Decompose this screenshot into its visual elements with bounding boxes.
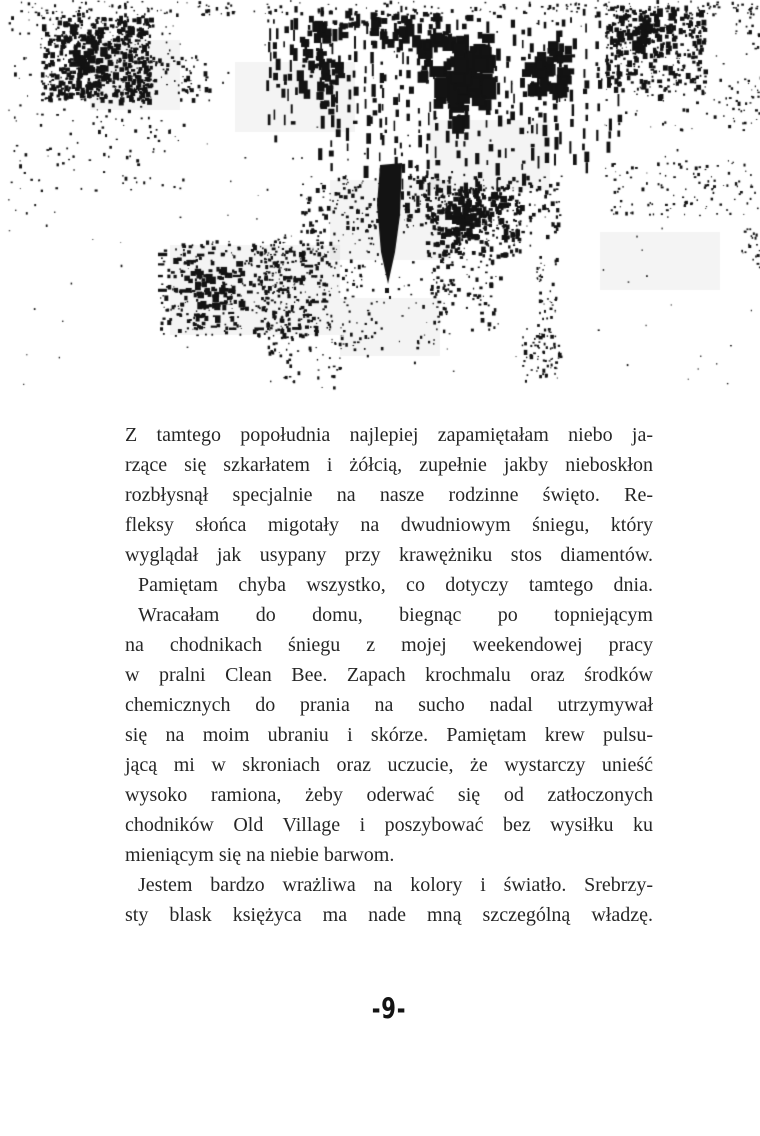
- text-line: Pamiętam chyba wszystko, co dotyczy tamtego dnia.: [138, 574, 653, 596]
- text-line: jącą mi w skroniach oraz uczucie, że wystarczy unieść: [125, 754, 653, 776]
- text-line: rzące się szkarłatem i żółcią, zupełnie jakby nieboskłon: [125, 454, 653, 476]
- text-line: chodników Old Village i poszybować bez wysiłku ku: [125, 814, 653, 836]
- text-line: chemicznych do prania na sucho nadal utrzymywał: [125, 694, 653, 716]
- text-line: w pralni Clean Bee. Zapach krochmalu oraz środków: [125, 664, 653, 686]
- text-line: rozbłysnął specjalnie na nasze rodzinne święto. Re-: [125, 484, 653, 506]
- text-line: sty blask księżyca ma nade mną szczególną władzę.: [125, 904, 653, 926]
- text-line: fleksy słońca migotały na dwudniowym śniegu, który: [125, 514, 653, 536]
- paragraph: [125, 600, 653, 870]
- page-text-block: [125, 420, 653, 930]
- text-line: wyglądał jak usypany przy krawężniku stos diamentów.: [125, 544, 653, 566]
- text-line: Wracałam do domu, biegnąc po topniejącym: [138, 604, 653, 626]
- text-line: na chodnikach śniegu z mojej weekendowej pracy: [125, 634, 653, 656]
- page-number: -9-: [371, 993, 407, 1026]
- paragraph: [125, 420, 653, 570]
- text-line: mieniącym się na niebie barwom.: [125, 844, 395, 866]
- text-line: wysoko ramiona, żeby oderwać się od zatłoczonych: [125, 784, 653, 806]
- chapter-ornament-artwork: [0, 0, 760, 400]
- text-line: Z tamtego popołudnia najlepiej zapamiętałam niebo ja-: [125, 424, 653, 446]
- text-line: się na moim ubraniu i skórze. Pamiętam krew pulsu-: [125, 724, 653, 746]
- paragraph: [125, 570, 653, 600]
- paragraph: [125, 870, 653, 930]
- text-line: Jestem bardzo wrażliwa na kolory i światło. Srebrzy-: [138, 874, 653, 896]
